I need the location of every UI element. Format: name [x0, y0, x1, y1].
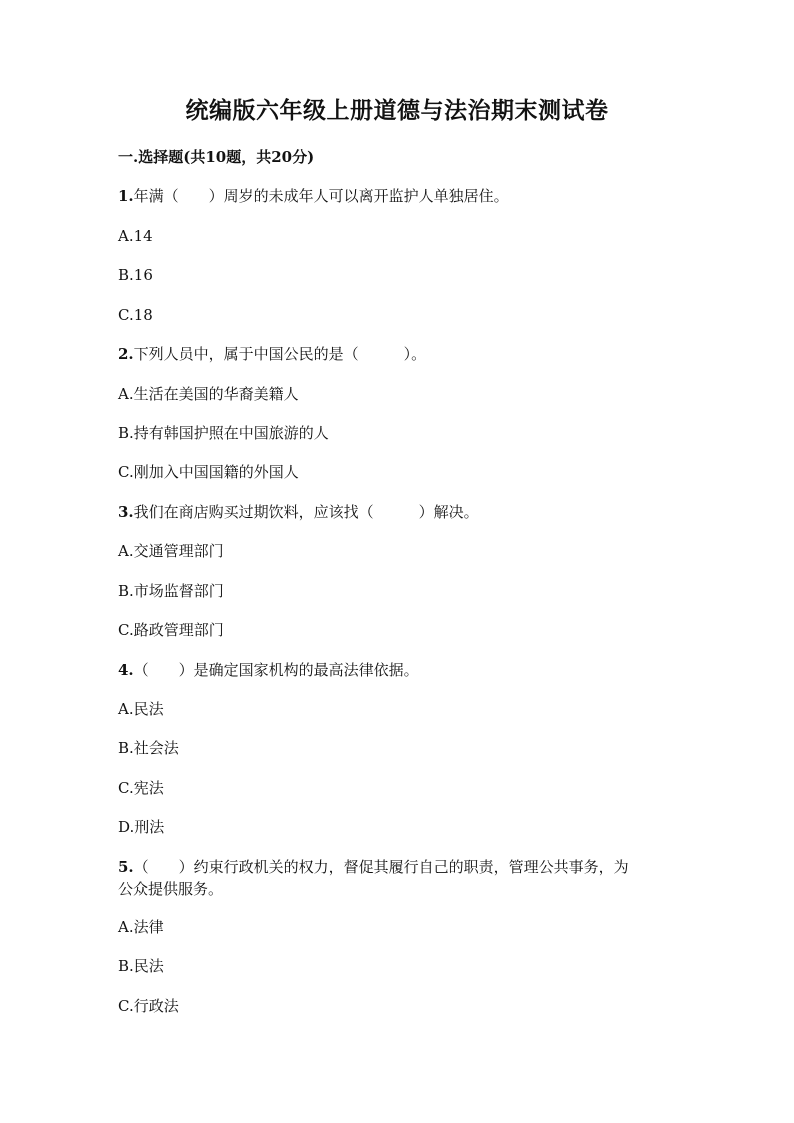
question-number: 5. — [118, 858, 134, 876]
option-4d: D.刑法 — [118, 818, 165, 836]
option-3a: A.交通管理部门 — [118, 542, 224, 560]
question-stem: 年满（ ）周岁的未成年人可以离开监护人单独居住。 — [133, 187, 509, 205]
question-stem: 下列人员中，属于中国公民的是（ ）。 — [133, 345, 427, 363]
question-number: 2. — [118, 345, 134, 363]
option-5a: A.法律 — [118, 918, 164, 936]
option-5c: C.行政法 — [118, 997, 179, 1015]
option-2a: A.生活在美国的华裔美籍人 — [118, 385, 299, 403]
question-5-continued: 公众提供服务。 — [118, 880, 224, 898]
question-1 — [118, 185, 688, 207]
section-heading: 一.选择题(共10题，共20分) — [118, 148, 315, 166]
question-number: 1. — [118, 187, 134, 205]
question-stem: 我们在商店购买过期饮料，应该找（ ）解决。 — [133, 503, 479, 521]
option-4c: C.宪法 — [118, 779, 164, 797]
option-1c: C.18 — [118, 306, 153, 324]
option-2c: C.刚加入中国国籍的外国人 — [118, 463, 299, 481]
exam-title: 统编版六年级上册道德与法治期末测试卷 — [185, 97, 609, 124]
option-1b: B.16 — [118, 266, 153, 284]
option-3c: C.路政管理部门 — [118, 621, 224, 639]
question-5 — [118, 856, 688, 878]
option-5b: B.民法 — [118, 957, 164, 975]
question-number: 4. — [118, 661, 134, 679]
question-3 — [118, 501, 688, 523]
question-number: 3. — [118, 503, 134, 521]
question-stem: （ ）是确定国家机构的最高法律依据。 — [133, 661, 419, 679]
question-4 — [118, 659, 688, 681]
option-3b: B.市场监督部门 — [118, 582, 224, 600]
option-1a: A.14 — [118, 227, 153, 245]
question-stem: （ ）约束行政机关的权力，督促其履行自己的职责，管理公共事务，为 — [133, 858, 629, 876]
option-4b: B.社会法 — [118, 739, 179, 757]
option-2b: B.持有韩国护照在中国旅游的人 — [118, 424, 329, 442]
option-4a: A.民法 — [118, 700, 164, 718]
question-2 — [118, 343, 688, 365]
